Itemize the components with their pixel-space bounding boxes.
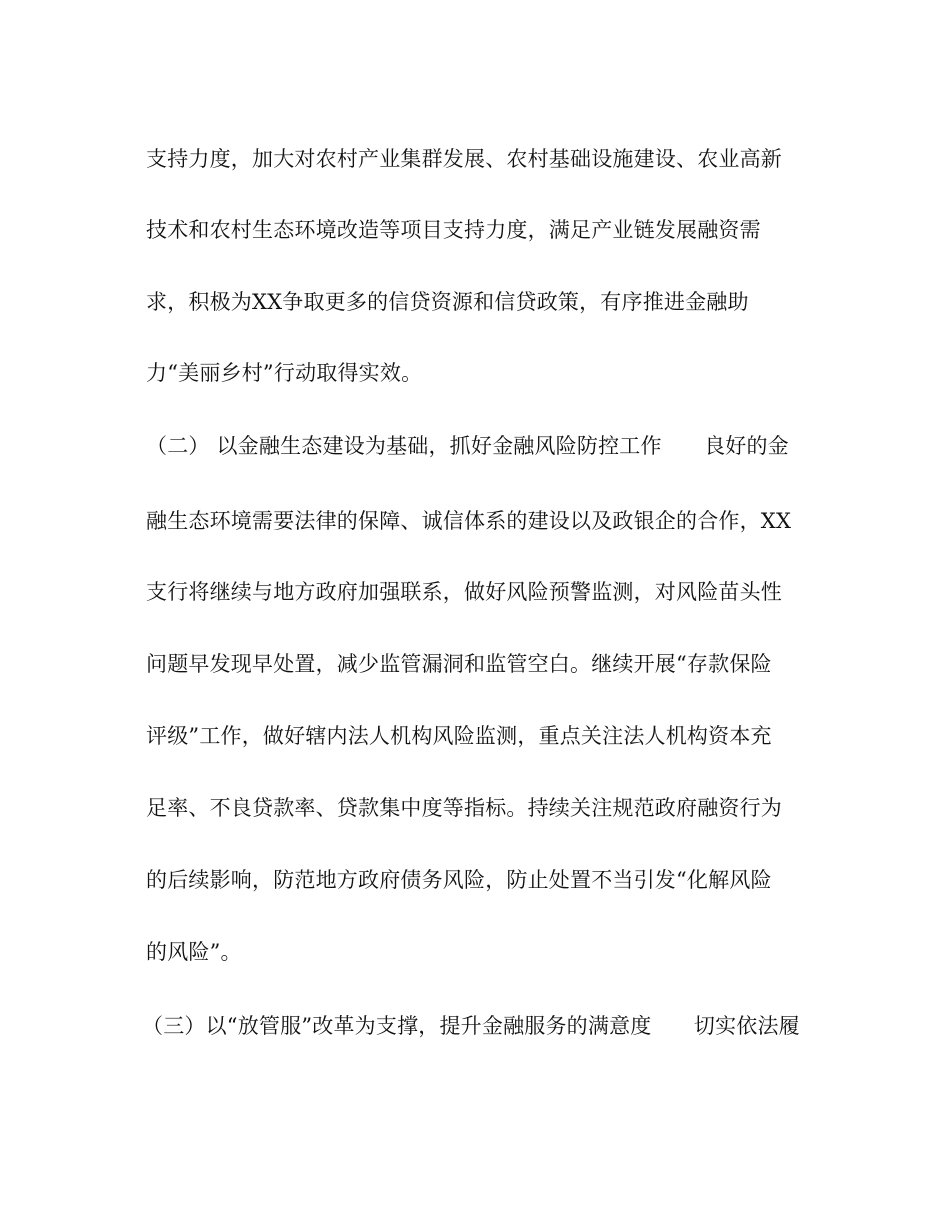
text-line-4: 力“美丽乡村”行动取得实效。 bbox=[146, 361, 423, 385]
section-heading-2-line: （二） 以金融生态建设为基础，抓好金融风险防控工作 良好的金 bbox=[146, 434, 789, 458]
text-line-11: 的后续影响，防范地方政府债务风险，防止处置不当引发“化解风险 bbox=[146, 868, 772, 892]
section-heading-3-line: （三）以“放管服”改革为支撑，提升金融服务的满意度 切实依法履 bbox=[142, 1014, 800, 1038]
text-line-2: 技术和农村生态环境改造等项目支持力度，满足产业链发展融资需 bbox=[146, 218, 761, 242]
text-line-1: 支持力度，加大对农村产业集群发展、农村基础设施建设、农业高新 bbox=[146, 147, 782, 171]
text-line-7: 支行将继续与地方政府加强联系，做好风险预警监测，对风险苗头性 bbox=[146, 580, 782, 604]
text-line-8: 问题早发现早处置，减少监管漏洞和监管空白。继续开展“存款保险 bbox=[146, 652, 772, 676]
text-line-9: 评级”工作，做好辖内法人机构风险监测，重点关注法人机构资本充 bbox=[146, 724, 772, 748]
text-line-3: 求，积极为XX争取更多的信贷资源和信贷政策，有序推进金融助 bbox=[146, 290, 749, 314]
text-line-12: 的风险”。 bbox=[146, 940, 242, 964]
text-line-6: 融生态环境需要法律的保障、诚信体系的建设以及政银企的合作，XX bbox=[146, 509, 792, 533]
text-line-10: 足率、不良贷款率、贷款集中度等指标。持续关注规范政府融资行为 bbox=[146, 796, 782, 820]
